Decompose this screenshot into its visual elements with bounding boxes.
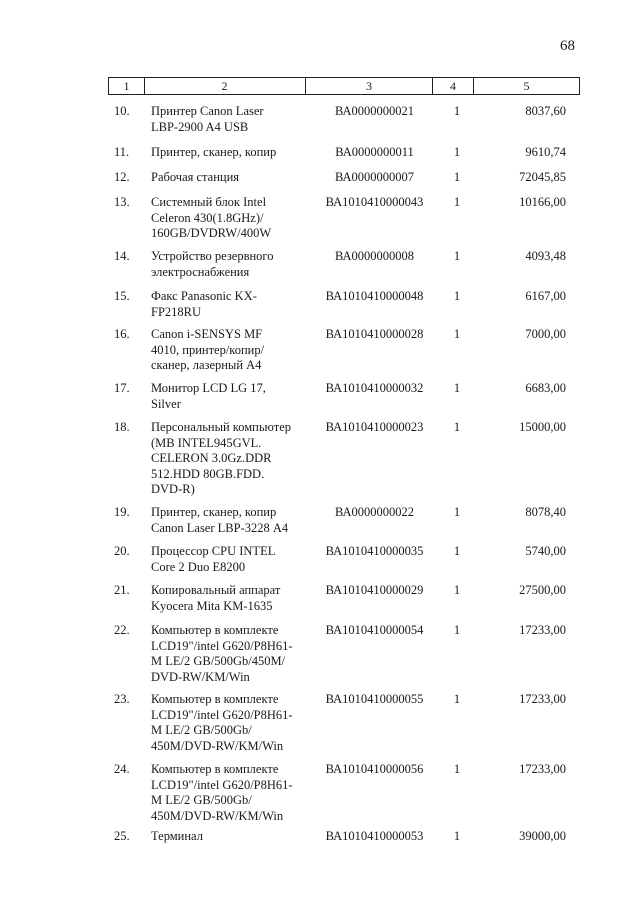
row-description — [151, 249, 311, 280]
row-quantity: 1 — [453, 829, 461, 843]
row-inventory-code: ВА1010410000054 — [325, 623, 424, 637]
row-description — [151, 289, 311, 320]
description-line: DVD-RW/KM/Win — [151, 669, 250, 684]
description-line: Персональный компьютер — [151, 420, 291, 434]
row-quantity: 1 — [453, 505, 461, 519]
row-inventory-code: ВА1010410000048 — [325, 289, 424, 303]
description-line: 4010, принтер/копир/ — [151, 342, 265, 357]
description-line: Компьютер в комплекте — [151, 762, 279, 776]
row-inventory-code: ВА1010410000028 — [325, 327, 424, 341]
page-number: 68 — [560, 38, 575, 54]
description-line: LBP-2900 A4 USB — [151, 119, 249, 134]
row-inventory-code: ВА0000000008 — [334, 249, 415, 263]
row-value: 17233,00 — [519, 692, 566, 706]
row-inventory-code: ВА0000000011 — [335, 145, 414, 159]
row-value: 9610,74 — [525, 145, 566, 159]
description-line: M LE/2 GB/500Gb/ — [151, 793, 252, 807]
row-quantity: 1 — [453, 623, 461, 637]
row-quantity: 1 — [453, 762, 461, 776]
row-value: 8037,60 — [525, 104, 566, 118]
description-line: 160GB/DVDRW/400W — [151, 226, 272, 240]
description-line: Факс Panasonic KX- — [151, 289, 257, 303]
row-quantity: 1 — [453, 544, 461, 558]
row-number: 15. — [114, 289, 130, 303]
row-quantity: 1 — [453, 420, 461, 434]
description-line: 450M/DVD-RW/KM/Win — [151, 738, 284, 753]
header-col-3: 3 — [306, 78, 433, 94]
row-number: 12. — [114, 170, 130, 184]
row-description — [151, 145, 311, 161]
row-description — [151, 623, 311, 685]
description-line: CELERON 3.0Gz.DDR — [151, 451, 272, 465]
row-quantity: 1 — [453, 583, 461, 597]
row-value: 17233,00 — [519, 762, 566, 776]
row-number: 10. — [114, 104, 130, 118]
row-description — [151, 544, 311, 575]
row-quantity: 1 — [453, 692, 461, 706]
row-description — [151, 170, 311, 186]
description-line: 512.HDD 80GB.FDD. — [151, 466, 265, 481]
row-description — [151, 829, 311, 845]
description-line: LCD19"/intel G620/P8H61- — [151, 777, 293, 792]
header-col-1: 1 — [108, 78, 145, 94]
row-value: 17233,00 — [519, 623, 566, 637]
description-line: Canon i-SENSYS MF — [151, 327, 263, 341]
description-line: Монитор LCD LG 17, — [151, 381, 266, 395]
row-description — [151, 692, 311, 754]
description-line: (MB INTEL945GVL. — [151, 435, 262, 450]
description-line: Устройство резервного — [151, 249, 274, 263]
description-line: Silver — [151, 396, 181, 411]
description-line: M LE/2 GB/500Gb/ — [151, 723, 252, 737]
description-line: M LE/2 GB/500Gb/450M/ — [151, 654, 286, 668]
row-number: 13. — [114, 195, 130, 209]
description-line: сканер, лазерный А4 — [151, 358, 262, 372]
row-description — [151, 505, 311, 536]
row-value: 4093,48 — [525, 249, 566, 263]
row-value: 10166,00 — [519, 195, 566, 209]
row-description — [151, 327, 311, 374]
row-value: 27500,00 — [519, 583, 566, 597]
row-value: 8078,40 — [525, 505, 566, 519]
row-description — [151, 104, 311, 135]
description-line: Core 2 Duo E8200 — [151, 559, 246, 574]
row-quantity: 1 — [453, 289, 461, 303]
row-number: 21. — [114, 583, 130, 597]
row-description — [151, 381, 311, 412]
row-number: 22. — [114, 623, 130, 637]
row-number: 17. — [114, 381, 130, 395]
row-inventory-code: ВА1010410000035 — [325, 544, 424, 558]
description-line: LCD19"/intel G620/P8H61- — [151, 707, 293, 722]
row-number: 19. — [114, 505, 130, 519]
row-number: 14. — [114, 249, 130, 263]
row-value: 39000,00 — [519, 829, 566, 843]
row-value: 15000,00 — [519, 420, 566, 434]
row-quantity: 1 — [453, 170, 461, 184]
row-value: 5740,00 — [525, 544, 566, 558]
description-line: Принтер, сканер, копир — [151, 145, 277, 159]
row-quantity: 1 — [453, 195, 461, 209]
description-line: Компьютер в комплекте — [151, 692, 279, 706]
row-inventory-code: ВА1010410000029 — [325, 583, 424, 597]
row-number: 23. — [114, 692, 130, 706]
row-inventory-code: ВА1010410000032 — [325, 381, 424, 395]
row-quantity: 1 — [453, 327, 461, 341]
row-inventory-code: ВА0000000007 — [334, 170, 415, 184]
row-inventory-code: ВА1010410000056 — [325, 762, 424, 776]
row-quantity: 1 — [453, 104, 461, 118]
row-description — [151, 583, 311, 614]
row-quantity: 1 — [453, 145, 461, 159]
description-line: FP218RU — [151, 304, 202, 319]
description-line: Canon Laser LBP-3228 А4 — [151, 520, 289, 535]
row-number: 25. — [114, 829, 130, 843]
row-quantity: 1 — [453, 381, 461, 395]
row-number: 24. — [114, 762, 130, 776]
header-col-2: 2 — [144, 78, 306, 94]
description-line: DVD-R) — [151, 482, 195, 496]
row-inventory-code: ВА1010410000055 — [325, 692, 424, 706]
description-line: LCD19"/intel G620/P8H61- — [151, 638, 293, 653]
description-line: Терминал — [151, 829, 203, 843]
description-line: Компьютер в комплекте — [151, 623, 279, 637]
description-line: Принтер Canon Laser — [151, 104, 264, 118]
description-line: Celeron 430(1.8GHz)/ — [151, 210, 264, 225]
description-line: Рабочая станция — [151, 170, 240, 184]
row-inventory-code: ВА1010410000023 — [325, 420, 424, 434]
description-line: электроснабжения — [151, 264, 250, 279]
row-description — [151, 420, 311, 498]
row-number: 11. — [114, 145, 130, 159]
description-line: Kyocera Mita KM-1635 — [151, 598, 273, 613]
table-header — [108, 77, 580, 95]
header-col-4: 4 — [433, 78, 474, 94]
row-description — [151, 195, 311, 242]
description-line: 450M/DVD-RW/KM/Win — [151, 808, 284, 823]
row-quantity: 1 — [453, 249, 461, 263]
row-description — [151, 762, 311, 824]
description-line: Принтер, сканер, копир — [151, 505, 277, 519]
description-line: Процессор CPU INTEL — [151, 544, 276, 558]
row-number: 20. — [114, 544, 130, 558]
row-number: 18. — [114, 420, 130, 434]
row-inventory-code: ВА1010410000043 — [325, 195, 424, 209]
row-value: 7000,00 — [525, 327, 566, 341]
description-line: Системный блок Intel — [151, 195, 267, 209]
row-value: 6167,00 — [525, 289, 566, 303]
row-inventory-code: ВА0000000022 — [334, 505, 415, 519]
row-value: 72045,85 — [519, 170, 566, 184]
description-line: Копировальный аппарат — [151, 583, 281, 597]
header-col-5: 5 — [474, 78, 580, 94]
row-inventory-code: ВА1010410000053 — [325, 829, 424, 843]
row-number: 16. — [114, 327, 130, 341]
row-inventory-code: ВА0000000021 — [334, 104, 415, 118]
row-value: 6683,00 — [525, 381, 566, 395]
